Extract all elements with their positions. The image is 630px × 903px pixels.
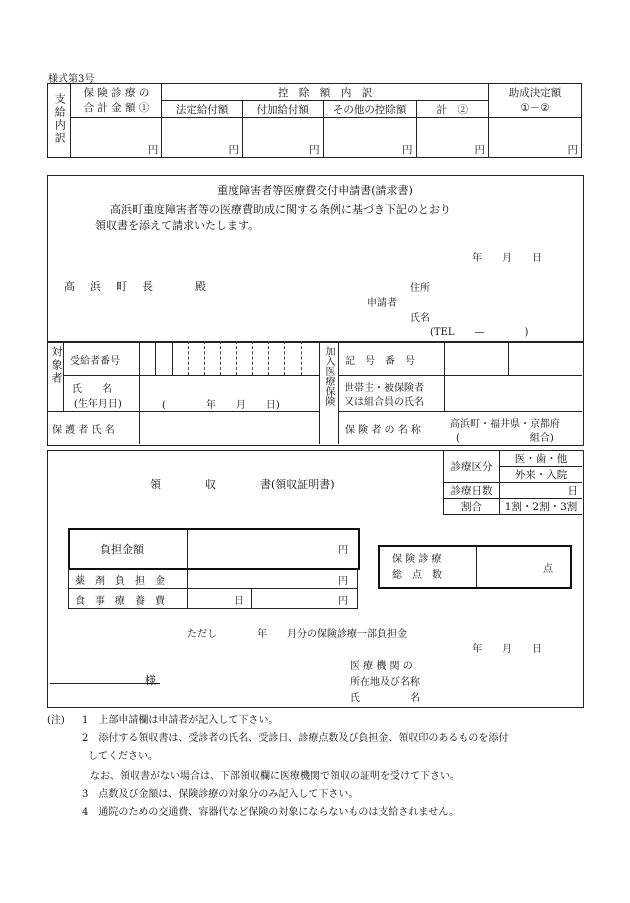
drug-cost-field[interactable]: 円 — [338, 576, 348, 587]
other-deduction-header: その他の控除額 — [323, 101, 416, 118]
note-2b: してください。 — [88, 751, 158, 762]
sama-label: 様 — [145, 674, 156, 687]
category-option-1[interactable]: 医・歯・他 — [500, 451, 583, 467]
applicant-label: 申請者 — [367, 298, 397, 309]
insurer-option-line1[interactable]: 高浜町・福井県・京都府 — [450, 419, 560, 430]
symbol-number-label: 記 号 番 号 — [345, 356, 415, 367]
additional-benefit-header: 付加給付額 — [242, 101, 323, 118]
deduction-header: 控 除 額 内 訳 — [162, 84, 489, 101]
legal-benefit-header: 法定給付額 — [162, 101, 243, 118]
additional-benefit-field[interactable]: 円 — [242, 118, 323, 158]
meal-days-field[interactable]: 日 — [234, 596, 244, 607]
days-label: 診療日数 — [444, 483, 500, 499]
receipt-info-table — [443, 450, 582, 515]
burden-amount-label: 負担金額 — [100, 543, 144, 556]
burden-amount-field[interactable]: 円 — [338, 545, 348, 556]
note-2c: なお、領収書がない場合は、下部領収欄に医療機関で領収の証明を受けて下さい。 — [90, 771, 460, 782]
benefit-side-label: 支給内訳 — [48, 84, 71, 158]
category-option-2[interactable]: 外来・入院 — [500, 467, 583, 483]
other-deduction-field[interactable]: 円 — [323, 118, 416, 158]
form-number: 様式第3号 — [48, 74, 95, 85]
subject-side-label: 対象者 — [50, 346, 63, 385]
application-date[interactable]: 年 月 日 — [472, 253, 542, 264]
deduction-total-header: 計 ② — [416, 101, 488, 118]
receipt-title: 領 収 書(領収証明書) — [150, 478, 335, 491]
deduction-total-field[interactable]: 円 — [416, 118, 488, 158]
guardian-name-label: 保 護 者 氏 名 — [52, 425, 115, 436]
notes-prefix: (注) — [47, 715, 65, 726]
receipt-note-line: ただし 年 月分の保険診療一部負担金 — [187, 629, 407, 640]
institution-label-line1: 医 療 機 関 の — [350, 661, 413, 672]
points-label-line1: 保 険 診 療 — [392, 554, 442, 565]
householder-label-line1: 世帯主・被保険者 — [344, 383, 424, 394]
decision-amount-field[interactable]: 円 — [489, 118, 582, 158]
meal-cost-field[interactable]: 円 — [338, 596, 348, 607]
points-field[interactable]: 点 — [543, 564, 553, 575]
institution-label-line3: 氏 名 — [350, 693, 420, 704]
note-2a: 2 添付する領収書は、受診者の氏名、受診日、診療点数及び負担金、領収印のあるものを添付 — [82, 733, 509, 744]
legal-benefit-field[interactable]: 円 — [162, 118, 243, 158]
recipient-number-label: 受給者番号 — [70, 356, 120, 367]
householder-label-line2: 又は組合員の氏名 — [344, 397, 424, 408]
application-title: 重度障害者等医療費交付申請書(請求書) — [217, 184, 413, 197]
tel-label: (TEL — ) — [430, 327, 529, 338]
application-body-line1: 高浜町重度障害者等の医療費助成に関する条例に基づき下記のとおり — [110, 203, 451, 216]
drug-cost-label: 薬 剤 負 担 金 — [75, 576, 165, 587]
dono-label: 殿 — [195, 280, 206, 293]
days-field[interactable]: 日 — [500, 483, 583, 499]
ratio-label: 割合 — [444, 499, 500, 515]
insurance-total-field[interactable]: 円 — [71, 118, 162, 158]
ratio-field[interactable]: 1割・2割・3割 — [500, 499, 583, 515]
note-1: 1 上部申請欄は申請者が記入して下さい。 — [82, 715, 279, 726]
insurance-side-label: 加入医療保険 — [323, 346, 334, 406]
insurer-name-label: 保 険 者 の 名 称 — [345, 425, 421, 436]
mayor-label: 高 浜 町 長 — [64, 280, 155, 293]
patient-name-line[interactable] — [50, 683, 160, 684]
institution-label-line2: 所在地及び名称 — [350, 677, 420, 688]
name-label: 氏名 — [410, 313, 430, 324]
insurance-total-header: 保 険 診 療 の 合 計 金 額 ① — [71, 84, 162, 118]
decision-amount-header: 助成決定額 ①－② — [489, 84, 582, 118]
application-body-line2: 領収書を添えて請求いたします。 — [95, 219, 260, 232]
note-3: 3 点数及び金額は、保険診療の対象分のみ記入して下さい。 — [82, 789, 359, 800]
category-label: 診療区分 — [444, 451, 500, 483]
address-label: 住所 — [410, 283, 430, 294]
birthdate-label: (生年月日) — [74, 399, 122, 410]
note-4: 4 通院のための交通費、容器代など保険の対象にならないものは支給されません。 — [82, 807, 459, 818]
birthdate-field[interactable]: ( 年 月 日) — [162, 400, 280, 411]
benefit-breakdown-table — [47, 83, 582, 158]
subject-name-label: 氏 名 — [72, 384, 112, 395]
receipt-date[interactable]: 年 月 日 — [472, 644, 542, 655]
insurer-option-line2[interactable]: ( 組合) — [456, 433, 554, 444]
points-label-line2: 総 点 数 — [392, 570, 442, 581]
meal-cost-label: 食 事 療 養 費 — [75, 596, 165, 607]
